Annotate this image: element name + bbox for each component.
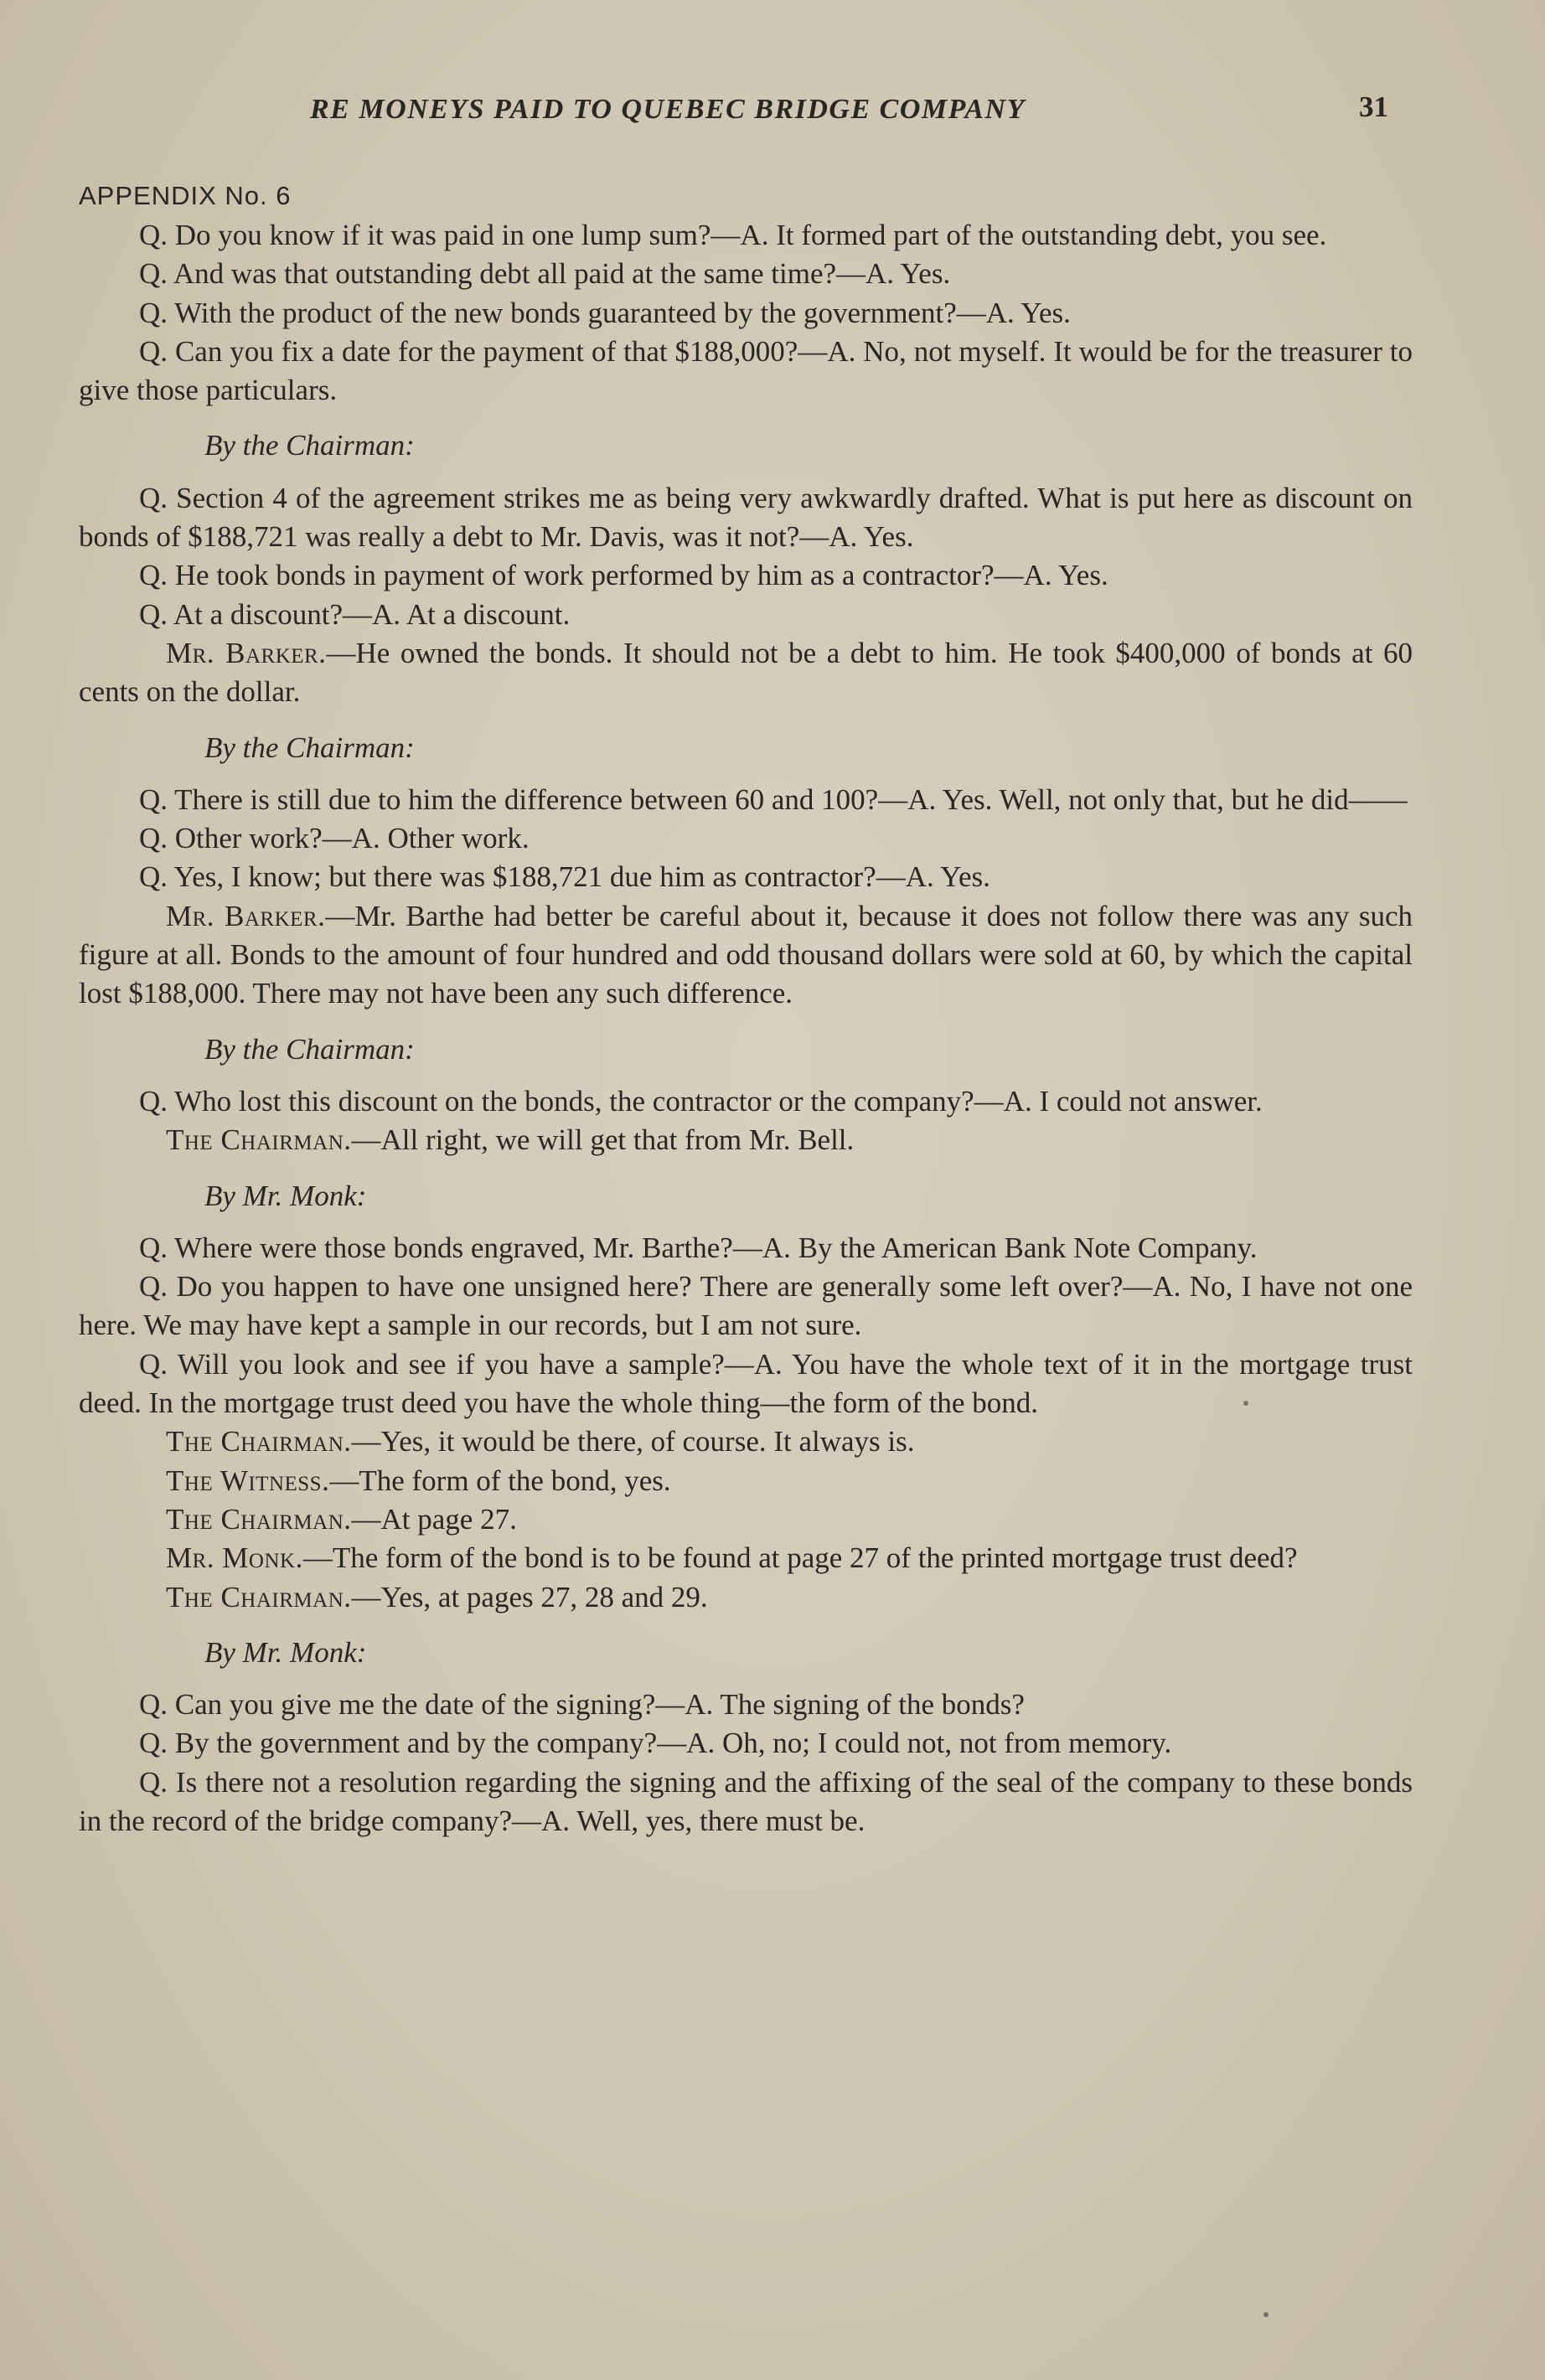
question-answer-paragraph: Q. Can you fix a date for the payment of that $188,000?—A. No, not myself. It would be for the treasurer to give those particulars. xyxy=(79,334,1413,407)
question-answer-paragraph: Q. Is there not a resolution regarding the signing and the affixing of the seal of the company to these bonds in the record of the bridge company?—A. Well, yes, there must be. xyxy=(79,1765,1413,1837)
question-answer-paragraph: Q. By the government and by the company?—A. Oh, no; I could not, not from memory. xyxy=(139,1727,1172,1760)
appendix-label: APPENDIX No. 6 xyxy=(79,181,292,210)
question-answer-paragraph: Q. With the product of the new bonds guaranteed by the government?—A. Yes. xyxy=(139,296,1071,329)
speaker-name: The Chairman. xyxy=(166,1502,352,1536)
question-answer-paragraph: Q. Can you give me the date of the signing?—A. The signing of the bonds? xyxy=(139,1688,1025,1722)
examiner-heading: By the Chairman: xyxy=(204,731,415,764)
dialogue-paragraph xyxy=(79,1500,1413,1539)
transcript-body xyxy=(79,216,1413,1840)
speaker-name: Mr. Monk. xyxy=(166,1541,303,1575)
dialogue-text: —At page 27. xyxy=(351,1502,517,1536)
speaker-name: Mr. Barker. xyxy=(166,899,326,932)
dialogue-text: —All right, we will get that from Mr. Bell. xyxy=(351,1123,855,1157)
question-answer-paragraph: Q. Who lost this discount on the bonds, the contractor or the company?—A. I could not answer. xyxy=(139,1084,1263,1118)
dialogue-text: —Mr. Barthe had better be careful about it, because it does not follow there was any such figure at all. Bonds to the amount of four hundred and odd thousand dollars were sold at 60, by which the capital lost $188,000. There may not have been any such difference. xyxy=(79,899,1413,1010)
dialogue-paragraph xyxy=(79,1462,1413,1500)
dialogue-text: —Yes, it would be there, of course. It always is. xyxy=(351,1425,915,1458)
question-answer-paragraph: Q. At a discount?—A. At a discount. xyxy=(139,597,571,631)
dialogue-text: —The form of the bond is to be found at page 27 of the printed mortgage trust deed? xyxy=(302,1541,1298,1575)
question-answer-paragraph: Q. And was that outstanding debt all paid at the same time?—A. Yes. xyxy=(139,257,951,291)
question-answer-paragraph: Q. Do you happen to have one unsigned here? There are generally some left over?—A. No, I have not one here. We may have kept a sample in our records, but I am not sure. xyxy=(79,1270,1413,1342)
dialogue-text: —He owned the bonds. It should not be a debt to him. He took $400,000 of bonds at 60 cents on the dollar. xyxy=(79,636,1413,709)
dialogue-paragraph xyxy=(79,634,1413,712)
question-answer-paragraph: Q. He took bonds in payment of work performed by him as a contractor?—A. Yes. xyxy=(139,559,1108,592)
dialogue-paragraph xyxy=(79,897,1413,1014)
dialogue-text: —The form of the bond, yes. xyxy=(329,1464,671,1497)
page-number: 31 xyxy=(1359,90,1388,123)
dialogue-paragraph xyxy=(79,1578,1413,1617)
question-answer-paragraph: Q. Section 4 of the agreement strikes me as being very awkwardly drafted. What is put here as discount on bonds of $188,721 was really a debt to Mr. Davis, was it not?—A. Yes. xyxy=(79,481,1413,554)
examiner-heading: By the Chairman: xyxy=(204,1032,415,1066)
question-answer-paragraph: Q. There is still due to him the difference between 60 and 100?—A. Yes. Well, not only that, but he did—— xyxy=(139,782,1408,816)
question-answer-paragraph: Q. Yes, I know; but there was $188,721 due him as contractor?—A. Yes. xyxy=(139,860,990,894)
question-answer-paragraph: Q. Do you know if it was paid in one lump sum?—A. It formed part of the outstanding debt, you see. xyxy=(139,219,1327,251)
speaker-name: The Chairman. xyxy=(166,1580,352,1613)
question-answer-paragraph: Q. Will you look and see if you have a sample?—A. You have the whole text of it in the mortgage trust deed. In the mortgage trust deed you have the whole thing—the form of the bond. xyxy=(79,1347,1413,1420)
dialogue-paragraph xyxy=(79,1539,1413,1577)
speaker-name: The Chairman. xyxy=(166,1123,352,1157)
dialogue-paragraph xyxy=(79,1121,1413,1159)
question-answer-paragraph: Q. Other work?—A. Other work. xyxy=(139,822,530,855)
examiner-heading: By the Chairman: xyxy=(204,429,415,462)
running-head: RE MONEYS PAID TO QUEBEC BRIDGE COMPANY xyxy=(310,94,1026,125)
paper-speck xyxy=(1243,1401,1248,1406)
speaker-name: The Chairman. xyxy=(166,1425,352,1458)
dialogue-paragraph xyxy=(79,1422,1413,1461)
speaker-name: The Witness. xyxy=(166,1464,330,1497)
examiner-heading: By Mr. Monk: xyxy=(204,1179,367,1212)
dialogue-text: —Yes, at pages 27, 28 and 29. xyxy=(351,1580,708,1613)
question-answer-paragraph: Q. Where were those bonds engraved, Mr. Barthe?—A. By the American Bank Note Company. xyxy=(139,1231,1258,1264)
examiner-heading: By Mr. Monk: xyxy=(204,1635,367,1669)
speaker-name: Mr. Barker. xyxy=(166,636,327,669)
paper-speck xyxy=(1263,2312,1269,2317)
